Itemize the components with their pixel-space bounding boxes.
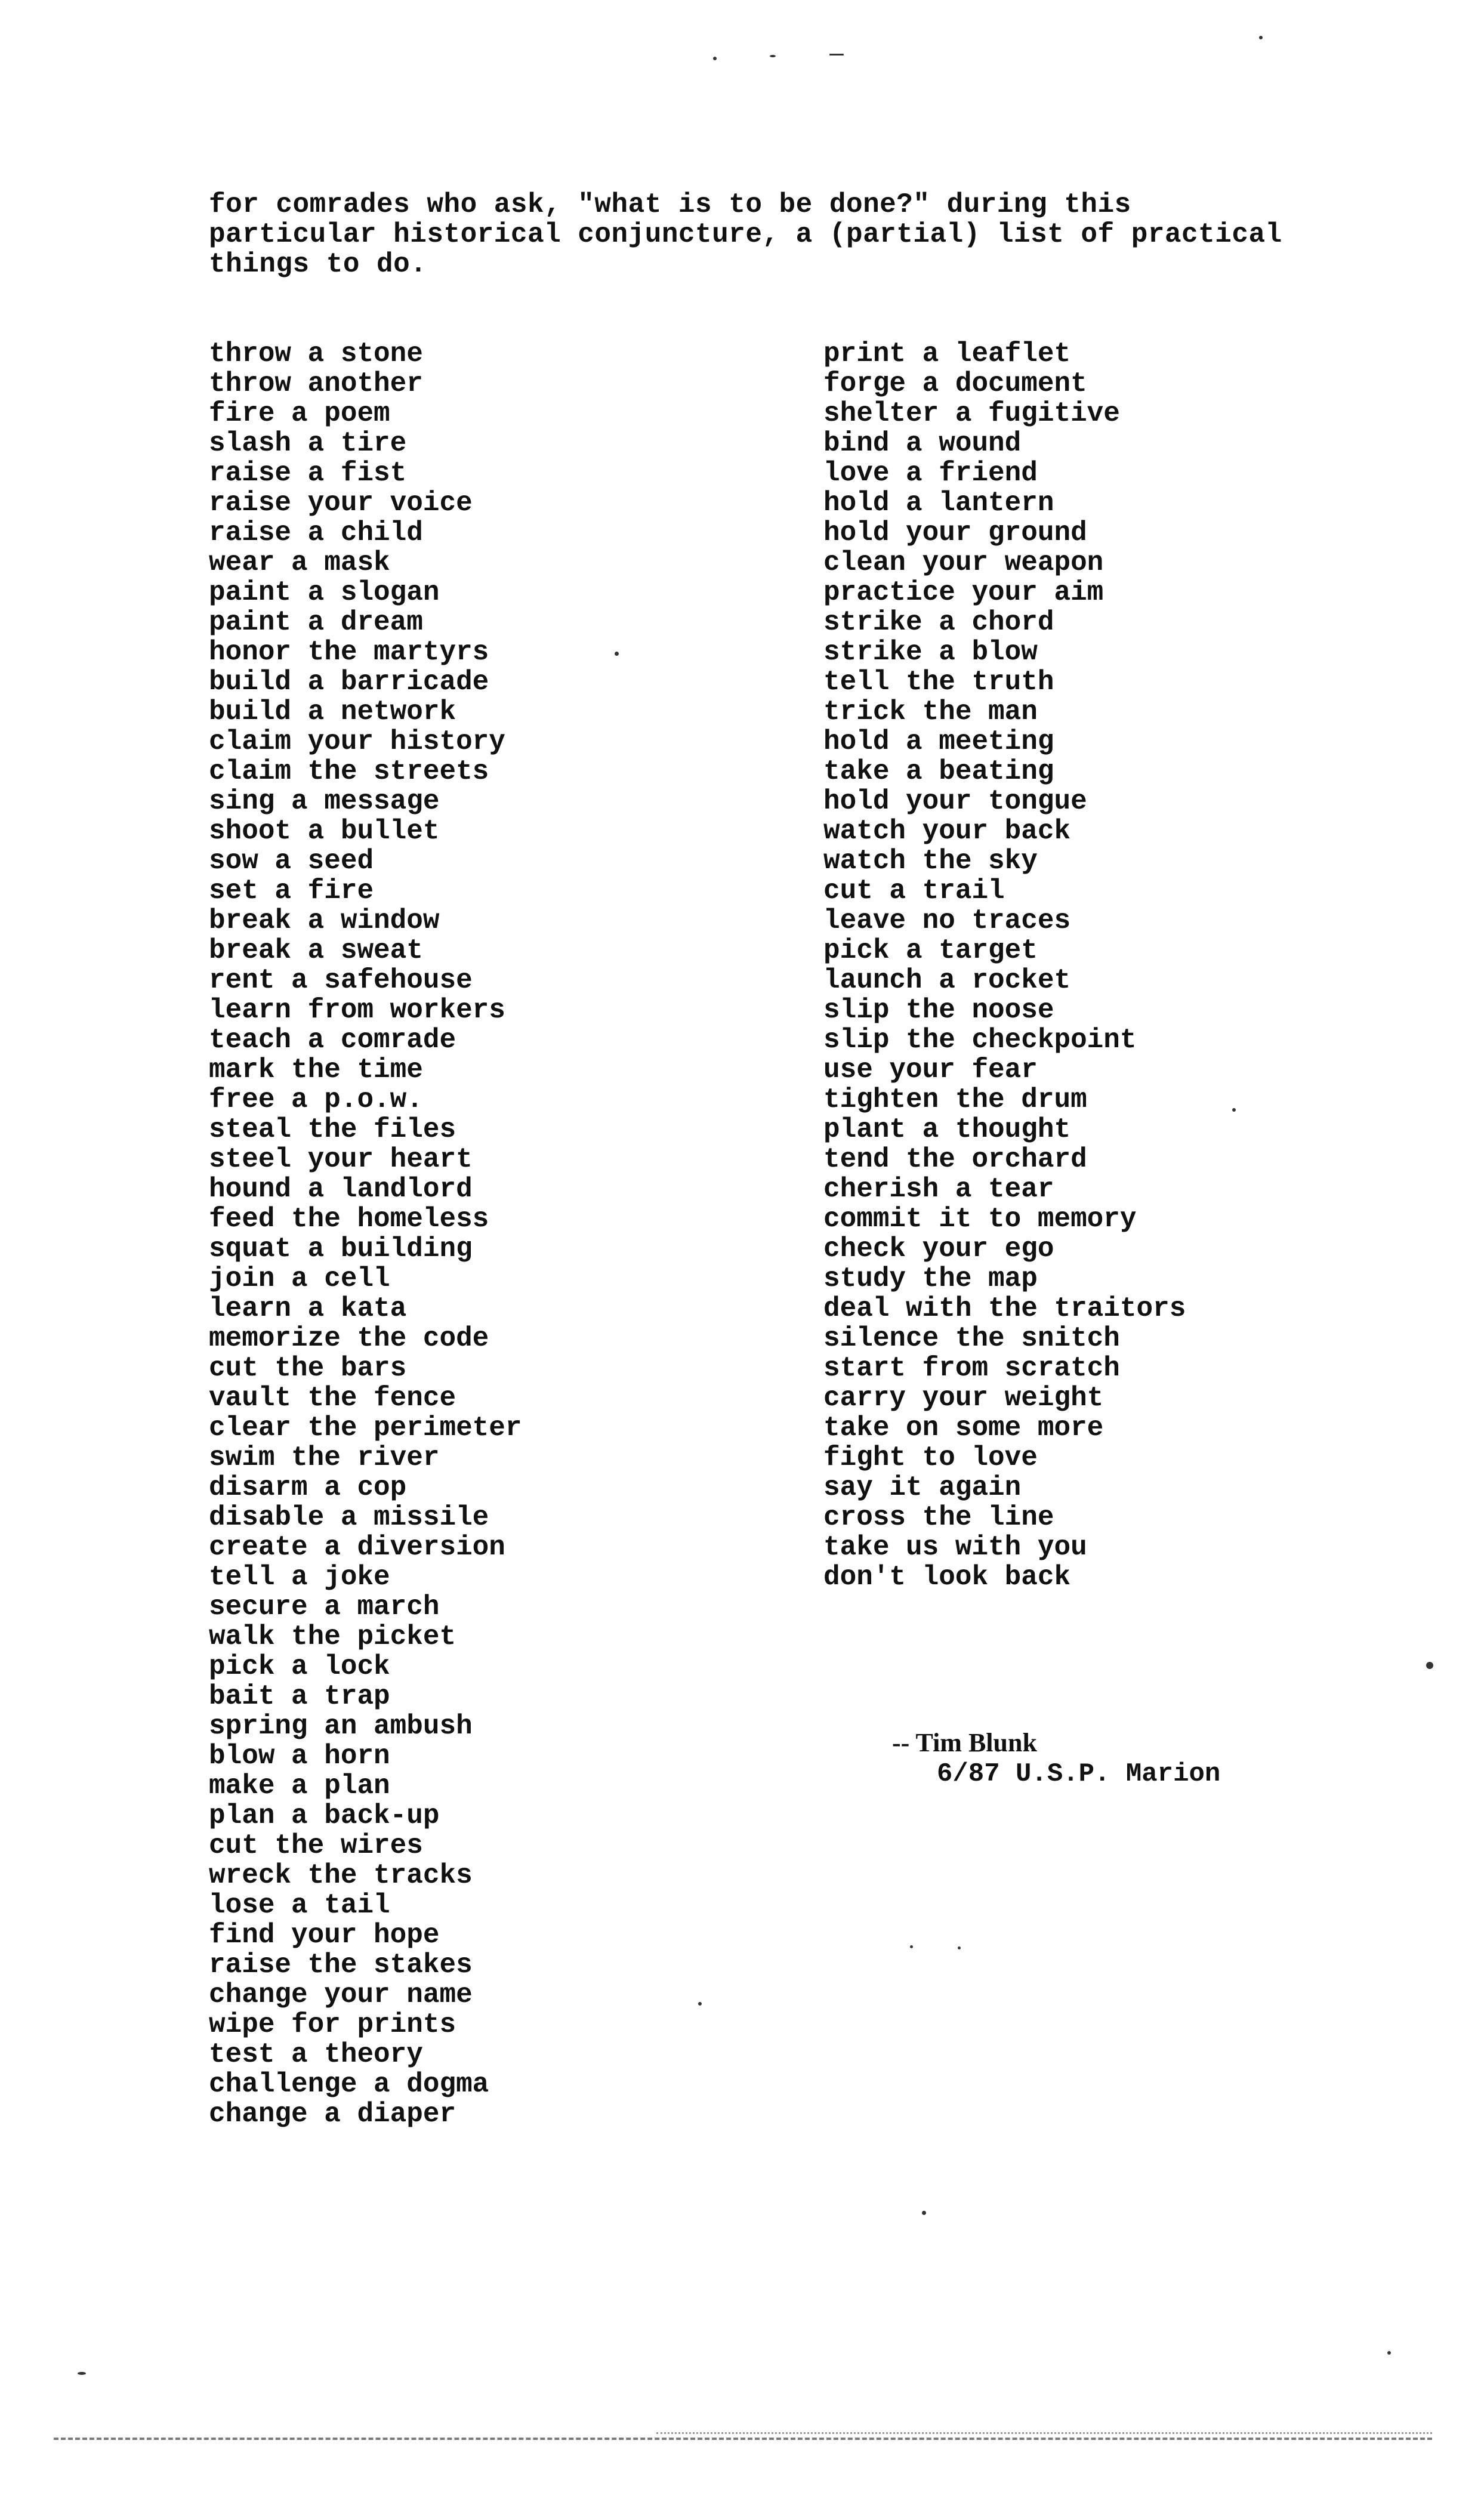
left-list-item: set a fire: [209, 875, 374, 906]
right-list-item: cherish a tear: [823, 1174, 1054, 1205]
right-list-item: clean your weapon: [823, 547, 1104, 578]
scan-speck: [713, 57, 717, 60]
left-list-item: disarm a cop: [209, 1472, 407, 1503]
left-list-item: raise the stakes: [209, 1949, 473, 1980]
left-list-item: wipe for prints: [209, 2009, 456, 2040]
left-list-item: wear a mask: [209, 547, 390, 578]
right-list-item: silence the snitch: [823, 1323, 1120, 1354]
right-list-item: trick the man: [823, 696, 1038, 727]
left-list-item: mark the time: [209, 1054, 423, 1085]
right-list-item: slip the checkpoint: [823, 1025, 1137, 1056]
right-list-item: use your fear: [823, 1054, 1038, 1085]
left-list-item: change your name: [209, 1979, 473, 2010]
left-list-item: wreck the tracks: [209, 1860, 473, 1891]
right-list-item: pick a target: [823, 935, 1038, 966]
left-list-item: squat a building: [209, 1233, 473, 1264]
scan-edge-line: [656, 2432, 1432, 2434]
scan-speck: [910, 1945, 913, 1948]
right-list-item: cross the line: [823, 1502, 1054, 1533]
scan-speck: [1232, 1108, 1236, 1112]
left-list-item: paint a slogan: [209, 577, 440, 608]
left-list-item: join a cell: [209, 1263, 390, 1294]
left-list-item: honor the martyrs: [209, 637, 489, 668]
left-list-item: slash a tire: [209, 428, 407, 459]
left-list-item: claim your history: [209, 726, 505, 757]
scan-speck: [1426, 1662, 1433, 1669]
left-list-item: secure a march: [209, 1591, 440, 1622]
left-list-item: pick a lock: [209, 1651, 390, 1682]
signature-date-place: 6/87 U.S.P. Marion: [937, 1759, 1221, 1789]
right-list-item: shelter a fugitive: [823, 398, 1120, 429]
scan-speck: [958, 1946, 961, 1949]
right-list-item: plant a thought: [823, 1114, 1071, 1145]
right-list-item: cut a trail: [823, 875, 1005, 906]
right-list-item: start from scratch: [823, 1353, 1120, 1384]
right-list-item: take us with you: [823, 1532, 1087, 1563]
right-list-item: study the map: [823, 1263, 1038, 1294]
right-list-item: slip the noose: [823, 995, 1054, 1026]
right-list-item: launch a rocket: [823, 965, 1071, 996]
right-list-item: tend the orchard: [823, 1144, 1087, 1175]
scan-speck: [1259, 36, 1263, 39]
left-list-item: feed the homeless: [209, 1204, 489, 1235]
left-list-item: tell a joke: [209, 1562, 390, 1593]
right-list-item: say it again: [823, 1472, 1022, 1503]
right-list-item: hold a meeting: [823, 726, 1054, 757]
right-list-item: don't look back: [823, 1562, 1071, 1593]
left-list-item: learn a kata: [209, 1293, 407, 1324]
left-list-item: break a window: [209, 905, 440, 936]
left-list-item: raise a fist: [209, 458, 407, 489]
right-list-item: leave no traces: [823, 905, 1071, 936]
left-list: [209, 339, 522, 2129]
scan-speck: [698, 2002, 702, 2006]
left-list-item: sing a message: [209, 786, 440, 817]
right-list-item: tighten the drum: [823, 1084, 1087, 1115]
right-list-item: strike a blow: [823, 637, 1038, 668]
left-list-item: lose a tail: [209, 1890, 390, 1921]
right-list-item: take on some more: [823, 1412, 1104, 1443]
scan-speck: [615, 652, 619, 656]
left-list-item: cut the bars: [209, 1353, 407, 1384]
right-list-item: tell the truth: [823, 667, 1054, 698]
left-list-item: disable a missile: [209, 1502, 489, 1533]
right-list-item: hold your ground: [823, 517, 1087, 548]
right-list-item: check your ego: [823, 1233, 1054, 1264]
left-list-item: swim the river: [209, 1442, 440, 1473]
left-list-item: fire a poem: [209, 398, 390, 429]
right-list-item: deal with the traitors: [823, 1293, 1186, 1324]
right-list-item: print a leaflet: [823, 338, 1071, 369]
right-list-item: strike a chord: [823, 607, 1054, 638]
left-list-item: vault the fence: [209, 1383, 456, 1414]
right-list-item: carry your weight: [823, 1383, 1104, 1414]
signature-block: [892, 1727, 1220, 1790]
scan-edge-line: [54, 2438, 1432, 2440]
left-list-item: teach a comrade: [209, 1025, 456, 1056]
left-list-item: raise a child: [209, 517, 423, 548]
right-list-item: hold a lantern: [823, 488, 1054, 519]
left-list-item: test a theory: [209, 2039, 423, 2070]
right-list-item: watch your back: [823, 816, 1071, 847]
right-list-item: hold your tongue: [823, 786, 1087, 817]
left-list-item: throw a stone: [209, 338, 423, 369]
left-list-item: plan a back-up: [209, 1800, 440, 1831]
scan-speck: [829, 54, 844, 55]
left-list-item: blow a horn: [209, 1741, 390, 1772]
left-list-item: sow a seed: [209, 846, 374, 877]
left-list-item: claim the streets: [209, 756, 489, 787]
left-list-item: change a diaper: [209, 2099, 456, 2130]
right-list-item: fight to love: [823, 1442, 1038, 1473]
left-list-item: memorize the code: [209, 1323, 489, 1354]
scan-speck: [1387, 2351, 1391, 2355]
right-list-item: love a friend: [823, 458, 1038, 489]
right-list-item: commit it to memory: [823, 1204, 1137, 1235]
scan-speck: [78, 2372, 86, 2375]
left-list-item: spring an ambush: [209, 1711, 473, 1742]
left-list-item: challenge a dogma: [209, 2069, 489, 2100]
left-list-item: steel your heart: [209, 1144, 473, 1175]
right-list-item: take a beating: [823, 756, 1054, 787]
right-list-item: forge a document: [823, 368, 1087, 399]
right-list-item: bind a wound: [823, 428, 1022, 459]
left-list-item: paint a dream: [209, 607, 423, 638]
left-list-item: shoot a bullet: [209, 816, 440, 847]
left-list-item: learn from workers: [209, 995, 505, 1026]
scan-speck: [922, 2211, 926, 2215]
left-list-item: cut the wires: [209, 1830, 423, 1861]
left-list-item: create a diversion: [209, 1532, 505, 1563]
left-list-item: build a network: [209, 696, 456, 727]
left-list-item: make a plan: [209, 1770, 390, 1801]
left-list-item: find your hope: [209, 1920, 440, 1951]
left-list-item: throw another: [209, 368, 423, 399]
left-list-item: clear the perimeter: [209, 1412, 522, 1443]
left-list-item: break a sweat: [209, 935, 423, 966]
right-list: [823, 339, 1186, 1592]
left-list-item: steal the files: [209, 1114, 456, 1145]
signature-author: -- Tim Blunk: [892, 1728, 1037, 1757]
scan-speck: [770, 55, 776, 57]
left-list-item: bait a trap: [209, 1681, 390, 1712]
left-list-item: rent a safehouse: [209, 965, 473, 996]
right-list-item: practice your aim: [823, 577, 1104, 608]
left-list-item: hound a landlord: [209, 1174, 473, 1205]
left-list-item: free a p.o.w.: [209, 1084, 423, 1115]
left-list-item: walk the picket: [209, 1621, 456, 1652]
intro-paragraph: for comrades who ask, "what is to be done?" during this particular historical conjuncture, a (partial) list of practical things to do.: [209, 189, 1282, 280]
left-list-item: build a barricade: [209, 667, 489, 698]
right-list-item: watch the sky: [823, 846, 1038, 877]
left-list-item: raise your voice: [209, 488, 473, 519]
